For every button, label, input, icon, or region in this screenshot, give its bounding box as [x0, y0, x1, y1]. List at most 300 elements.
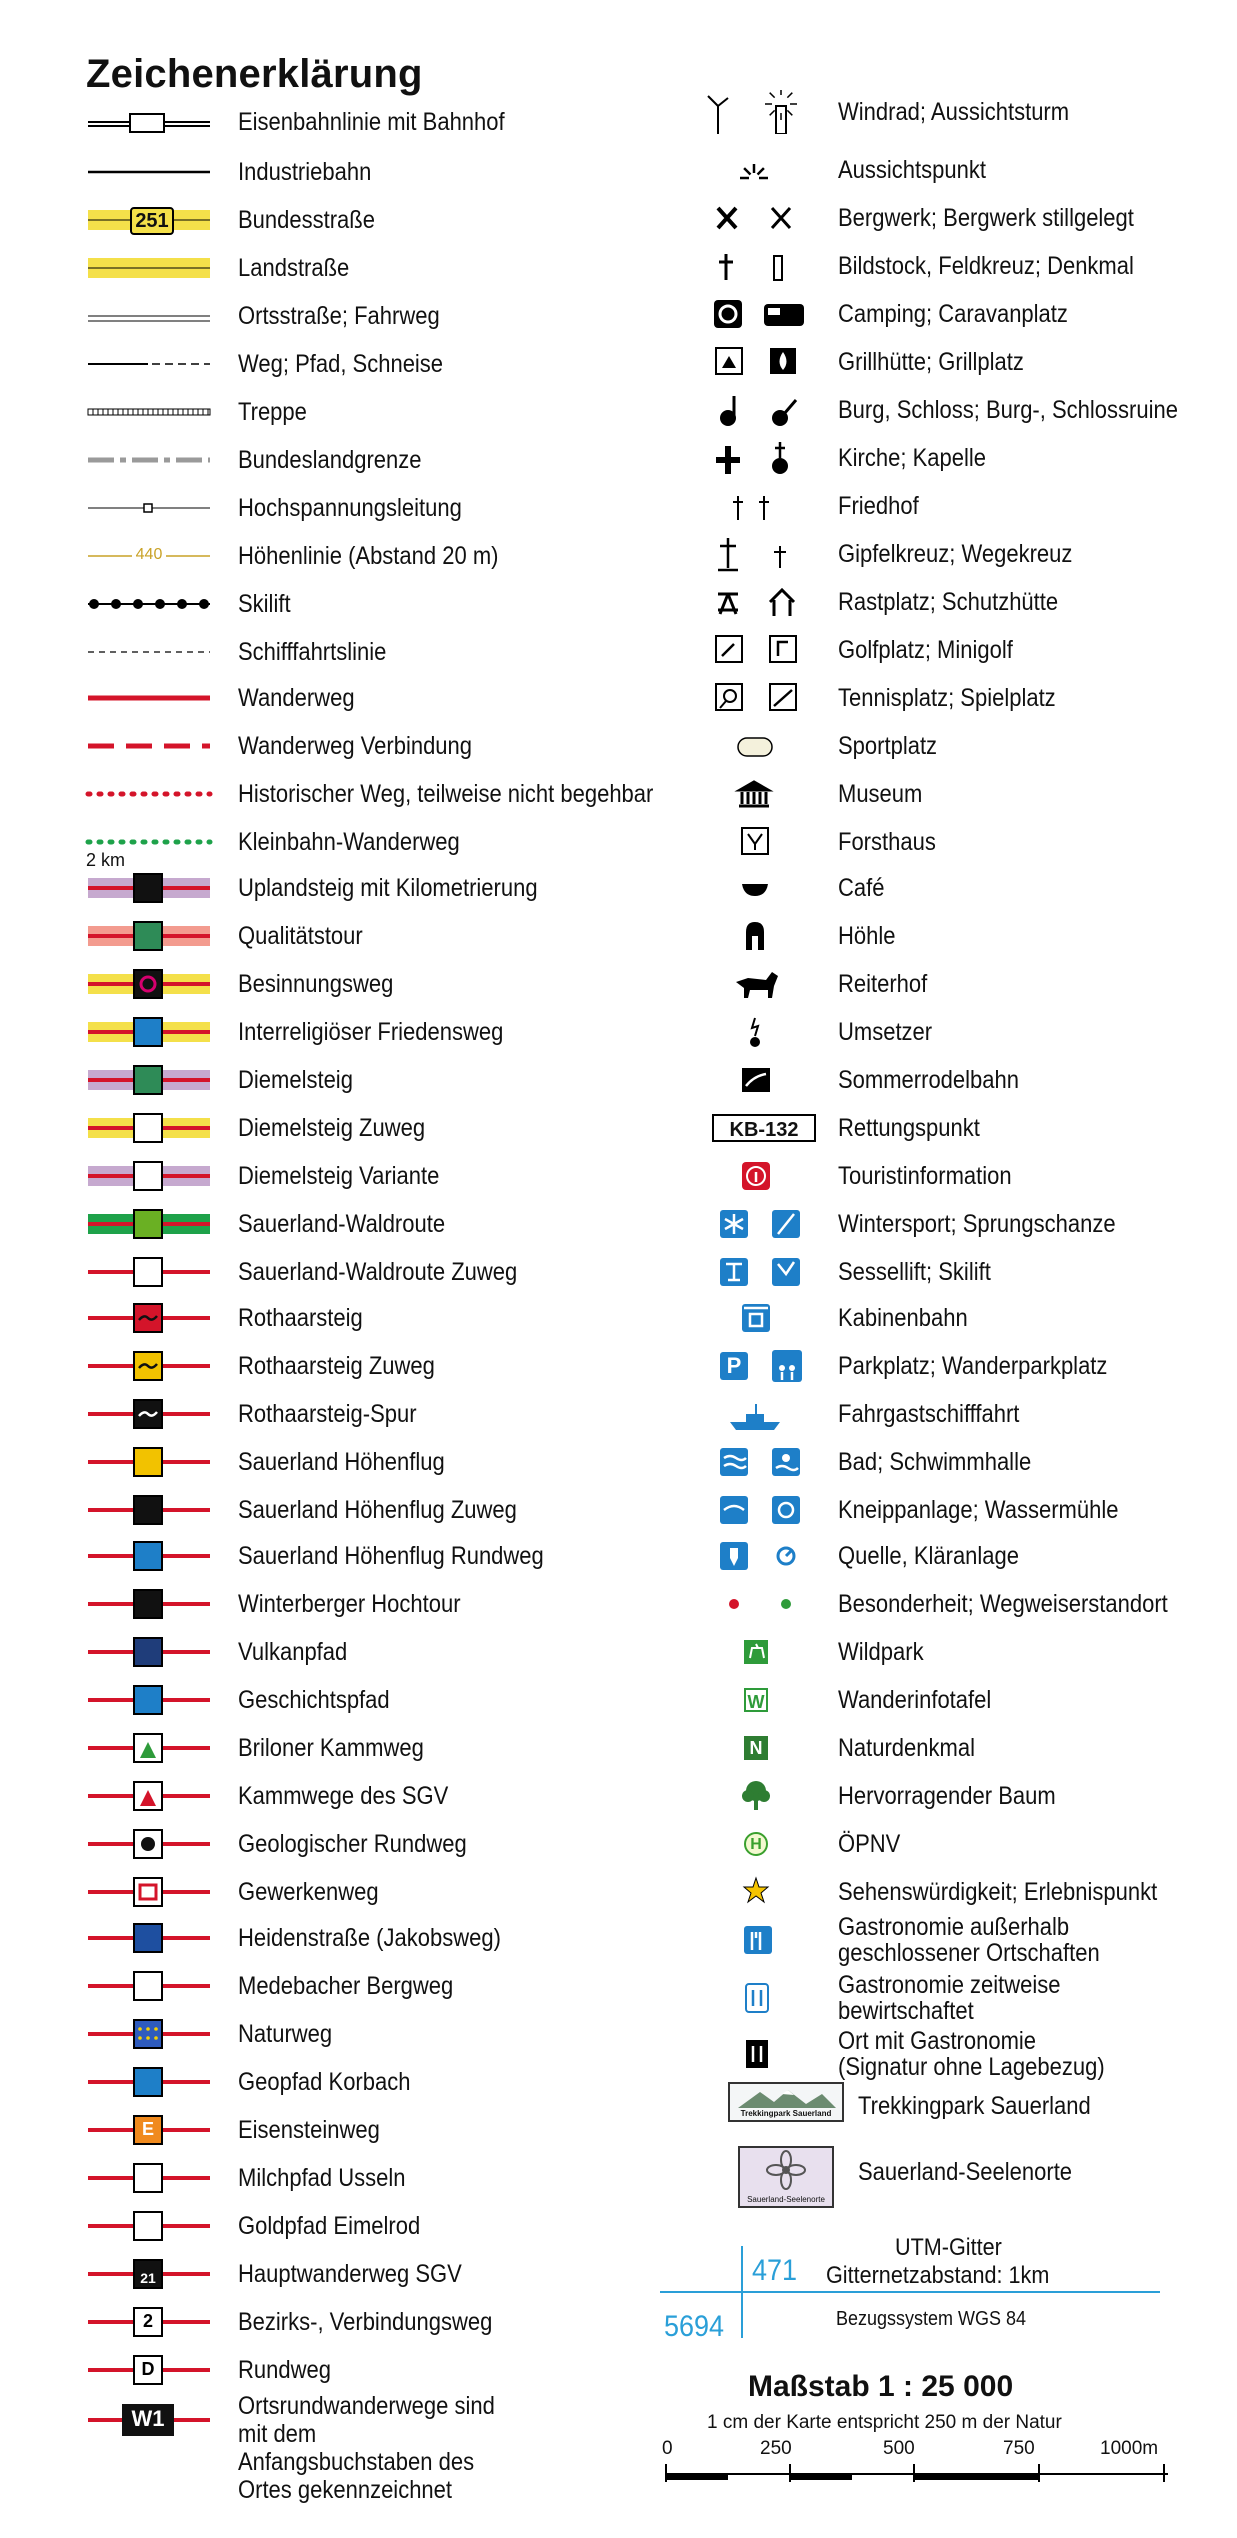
- legend-row-hoehenflug: [84, 1440, 473, 1484]
- legend-row-museum: [708, 772, 934, 816]
- legend-row-sports-field: [708, 724, 951, 768]
- utm-datum: Bezugssystem WGS 84: [836, 2308, 1027, 2330]
- rest-area-icon: [708, 580, 828, 624]
- legend-row-cemetery: [708, 484, 930, 528]
- legend-row-forest-lodge: [708, 820, 949, 864]
- special-feature-icon: [708, 1582, 828, 1626]
- scale-tick-750: 750: [1003, 2438, 1035, 2459]
- legend-row-swimming: [708, 1440, 1058, 1484]
- legend-row-hoehenflug-loop: [84, 1534, 585, 1578]
- legend-row-main-trail: [84, 2252, 492, 2296]
- legend-row-spring: [708, 1534, 1044, 1578]
- legend-label: Naturweg: [238, 2020, 333, 2048]
- wildlife-park-icon: [708, 1630, 828, 1674]
- legend-row-rothaarsteig-spur: [84, 1392, 441, 1436]
- legend-label: Sauerland Höhenflug Rundweg: [238, 1542, 544, 1570]
- legend-row-mine: [708, 196, 1174, 240]
- camping-icon: [708, 292, 828, 336]
- legend-label: Rothaarsteig: [238, 1304, 363, 1332]
- legend-row-toboggan: [708, 1058, 1044, 1102]
- sports-field-icon: [708, 724, 828, 768]
- legend-label: Briloner Kammweg: [238, 1734, 424, 1762]
- legend-row-rest-area: [708, 580, 1088, 624]
- seasonal-restaurant-icon: [708, 1976, 828, 2020]
- restaurant-icon: [708, 1918, 828, 1962]
- legend-label: Kneippanlage; Wassermühle: [838, 1495, 1119, 1524]
- viewpoint-icon: [708, 148, 828, 192]
- legend-row-ship: [708, 1392, 1044, 1436]
- legend-row-scallop-shell: [84, 1916, 537, 1960]
- legend-label: Hochspannungsleitung: [238, 494, 462, 522]
- legend-row-gewerkenweg: [84, 1870, 398, 1914]
- legend-row-uplandsteig: [84, 866, 578, 910]
- legend-row-geopfad: [84, 2060, 434, 2104]
- seelenorte-row: [858, 2150, 1101, 2194]
- spring-icon: [708, 1534, 828, 1578]
- legend-label: Wanderweg Verbindung: [238, 732, 473, 760]
- legend-label: Camping; Caravanplatz: [838, 299, 1068, 328]
- legend-row-contour-line: [84, 534, 534, 578]
- legend-label: Café: [838, 873, 885, 902]
- legend-row-church: [708, 436, 1006, 480]
- legend-row-local-loop: [84, 2392, 538, 2504]
- legend-label: Wanderinfotafel: [838, 1685, 992, 1714]
- nature-trail-icon: [84, 2012, 214, 2056]
- ship-icon: [708, 1392, 828, 1436]
- bus-stop-icon: [708, 1822, 828, 1866]
- gewerkenweg-icon: [84, 1870, 214, 1914]
- legend-label: Höhle: [838, 921, 896, 950]
- legend-label: Diemelsteig Zuweg: [238, 1114, 426, 1142]
- legend-row-path: [84, 342, 471, 386]
- legend-row-medebach-trail: [84, 1964, 483, 2008]
- legend-row-town-restaurant: [708, 2026, 1158, 2081]
- legend-label: Weg; Pfad, Schneise: [238, 350, 444, 378]
- legend-row-industrial-railway: [84, 150, 390, 194]
- legend-row-power-line: [84, 486, 492, 530]
- diemelsteig-feeder-icon: [84, 1106, 214, 1150]
- shipping-line-icon: [84, 630, 214, 674]
- legend-label: Sommerrodelbahn: [838, 1065, 1019, 1094]
- legend-row-rescue-point: [708, 1106, 999, 1150]
- quality-tour-icon: [84, 914, 214, 958]
- info-icon: [708, 1154, 828, 1198]
- main-trail-icon: [84, 2252, 214, 2296]
- legend-label: Kirche; Kapelle: [838, 443, 986, 472]
- legend-row-hiking-connection: [84, 724, 504, 768]
- chairlift-icon: [708, 1250, 828, 1294]
- local-loop-icon: [84, 2398, 214, 2442]
- legend-label: Eisenbahnlinie mit Bahnhof: [238, 108, 505, 136]
- legend-row-state-border: [84, 438, 447, 482]
- industrial-railway-icon: [84, 150, 214, 194]
- stairs-icon: [84, 390, 214, 434]
- legend-label: Burg, Schloss; Burg-, Schlossruine: [838, 395, 1178, 424]
- legend-row-hiking-trail: [84, 676, 370, 720]
- legend-row-water-mill: [708, 1488, 1157, 1532]
- seelenorte-logo: [738, 2146, 834, 2208]
- forest-route-feeder-icon: [84, 1250, 214, 1294]
- legend-label: Rothaarsteig-Spur: [238, 1400, 417, 1428]
- legend-label: Goldpfad Eimelrod: [238, 2212, 421, 2240]
- legend-label: Rastplatz; Schutzhütte: [838, 587, 1059, 616]
- legend-label: Hauptwanderweg SGV: [238, 2260, 462, 2288]
- federal-road-icon: [84, 198, 214, 242]
- cave-icon: [708, 914, 828, 958]
- trekking-row: [858, 2084, 1123, 2128]
- legend-label: Quelle, Kläranlage: [838, 1541, 1020, 1570]
- scallop-shell-icon: [84, 1916, 214, 1960]
- wind-turbine-icon: [700, 90, 820, 134]
- legend-label: Interreligiöser Friedensweg: [238, 1018, 504, 1046]
- legend-label: Friedhof: [838, 491, 919, 520]
- grill-hut-icon: [708, 340, 828, 384]
- legend-row-local-road: [84, 294, 467, 338]
- legend-label: Touristinformation: [838, 1161, 1012, 1190]
- legend-label: Reiterhof: [838, 969, 928, 998]
- legend-row-chairlift: [708, 1250, 1012, 1294]
- legend-label: Bergwerk; Bergwerk stillgelegt: [838, 203, 1134, 232]
- horse-icon: [708, 962, 828, 1006]
- cemetery-icon: [708, 484, 828, 528]
- legend-row-state-road: [84, 246, 364, 290]
- legend-row-bus-stop: [708, 1822, 909, 1866]
- summit-cross-icon: [708, 532, 828, 576]
- symbol-badge-text: W: [744, 1688, 768, 1712]
- diemelsteig-icon: [84, 1058, 214, 1102]
- legend-row-diemelsteig-variant: [84, 1154, 467, 1198]
- peace-trail-icon: [84, 1010, 214, 1054]
- scale-title: Maßstab 1 : 25 000: [748, 2370, 1014, 2403]
- power-line-icon: [84, 486, 214, 530]
- legend-label: Kabinenbahn: [838, 1303, 968, 1332]
- symbol-badge-text: E: [141, 2119, 154, 2139]
- legend-label: Höhenlinie (Abstand 20 m): [238, 542, 499, 570]
- tree-icon: [708, 1774, 828, 1818]
- museum-icon: [708, 772, 828, 816]
- loop-trail-icon: [84, 2348, 214, 2392]
- legend-row-meditation-trail: [84, 962, 415, 1006]
- ski-lift-line-icon: [84, 582, 214, 626]
- legend-label: Wildpark: [838, 1637, 924, 1666]
- legend-row-seasonal-restaurant: [708, 1970, 1158, 2025]
- legend-label: Diemelsteig Variante: [238, 1162, 440, 1190]
- legend-row-viewpoint: [708, 148, 1006, 192]
- castle-icon: [708, 388, 828, 432]
- legend-row-horse: [708, 962, 939, 1006]
- legend-label: ÖPNV: [838, 1829, 901, 1858]
- iron-ore-trail-icon: [84, 2108, 214, 2152]
- legend-title: Zeichenerklärung: [86, 52, 423, 96]
- meditation-trail-icon: [84, 962, 214, 1006]
- legend-label: Eisensteinweg: [238, 2116, 380, 2144]
- tennis-icon: [708, 676, 828, 720]
- local-road-icon: [84, 294, 214, 338]
- rothaarsteig-spur-icon: [84, 1392, 214, 1436]
- legend-label: Sportplatz: [838, 731, 938, 760]
- railway-station-icon: [84, 100, 214, 144]
- trekking-park-logo: [728, 2082, 844, 2122]
- symbol-badge-text: H: [744, 1832, 768, 1856]
- legend-label: Sessellift; Skilift: [838, 1257, 991, 1286]
- swimming-icon: [708, 1440, 828, 1484]
- legend-row-historic-path: [84, 772, 710, 816]
- symbol-badge-text: P: [720, 1352, 748, 1380]
- legend-row-special-feature: [708, 1582, 1213, 1626]
- seelenorte-logo-text: Sauerland-Seelenorte: [747, 2195, 825, 2204]
- legend-label: Gastronomie zeitweise bewirtschaftet: [838, 1970, 1061, 2025]
- geology-trail-icon: [84, 1822, 214, 1866]
- golf-icon: [708, 628, 828, 672]
- legend-row-info: [708, 1154, 1035, 1198]
- history-path-icon: [84, 1678, 214, 1722]
- state-road-icon: [84, 246, 214, 290]
- legend-row-winter-sport: [708, 1202, 1153, 1246]
- legend-label: Golfplatz; Minigolf: [838, 635, 1013, 664]
- scale-tick-250: 250: [760, 2438, 792, 2459]
- legend-row-stairs: [84, 390, 316, 434]
- rothaarsteig-icon: [84, 1296, 214, 1340]
- legend-label: Besonderheit; Wegweiserstandort: [838, 1589, 1168, 1618]
- legend-label: Medebacher Bergweg: [238, 1972, 454, 2000]
- contour-line-icon: [84, 534, 214, 578]
- legend-label: Wanderweg: [238, 684, 355, 712]
- toboggan-icon: [708, 1058, 828, 1102]
- legend-label: Sauerland-Waldroute Zuweg: [238, 1258, 518, 1286]
- legend-row-summit-cross: [708, 532, 1104, 576]
- legend-label: Fahrgastschifffahrt: [838, 1399, 1020, 1428]
- scale-bar: [660, 2460, 1180, 2490]
- legend-label: Kammwege des SGV: [238, 1782, 449, 1810]
- legend-label: Bildstock, Feldkreuz; Denkmal: [838, 251, 1134, 280]
- legend-label: Rettungspunkt: [838, 1113, 980, 1142]
- legend-row-ridge-trail: [84, 1726, 449, 1770]
- state-border-icon: [84, 438, 214, 482]
- legend-label: Hervorragender Baum: [838, 1781, 1056, 1810]
- legend-row-gold-trail: [84, 2204, 445, 2248]
- cafe-icon: [708, 866, 828, 910]
- legend-row-natural-monument: [708, 1726, 994, 1770]
- legend-row-wayside-shrine: [708, 244, 1174, 288]
- forest-lodge-icon: [708, 820, 828, 864]
- legend-row-camping: [708, 292, 1099, 336]
- legend-label: Sauerland Höhenflug: [238, 1448, 445, 1476]
- legend-row-diemelsteig: [84, 1058, 369, 1102]
- legend-label: Geopfad Korbach: [238, 2068, 411, 2096]
- winter-sport-icon: [708, 1202, 828, 1246]
- legend-label: Historischer Weg, teilweise nicht begehbar: [238, 780, 654, 808]
- town-restaurant-icon: [708, 2032, 828, 2076]
- parking-icon: [708, 1344, 828, 1388]
- legend-label: Schifffahrtslinie: [238, 638, 387, 666]
- legend-label: Parkplatz; Wanderparkplatz: [838, 1351, 1108, 1380]
- legend-row-district-trail: [84, 2300, 527, 2344]
- legend-row-forest-route-feeder: [84, 1250, 555, 1294]
- wayside-shrine-icon: [708, 244, 828, 288]
- seelenorte-label: Sauerland-Seelenorte: [858, 2157, 1073, 2186]
- utm-easting: 471: [752, 2254, 798, 2287]
- trekking-label: Trekkingpark Sauerland: [858, 2091, 1091, 2120]
- legend-row-golf: [708, 628, 1037, 672]
- natural-monument-icon: [708, 1726, 828, 1770]
- legend-row-federal-road: [84, 198, 394, 242]
- trekking-logo-text: Trekkingpark Sauerland: [740, 2109, 832, 2118]
- legend-label: Gipfelkreuz; Wegekreuz: [838, 539, 1073, 568]
- legend-row-volcano-path: [84, 1630, 362, 1674]
- sgv-ridge-icon: [84, 1774, 214, 1818]
- milk-trail-icon: [84, 2156, 214, 2200]
- legend-label: Forsthaus: [838, 827, 936, 856]
- legend-row-peace-trail: [84, 1010, 540, 1054]
- legend-row-restaurant: [708, 1912, 1158, 1967]
- legend-label: Naturdenkmal: [838, 1733, 975, 1762]
- gold-trail-icon: [84, 2204, 214, 2248]
- hiking-connection-icon: [84, 724, 214, 768]
- legend-label: Landstraße: [238, 254, 350, 282]
- symbol-badge-text: 21: [140, 2270, 156, 2286]
- legend-row-nature-trail: [84, 2012, 345, 2056]
- symbol-badge-text: 251: [130, 207, 174, 235]
- legend-label: Wintersport; Sprungschanze: [838, 1209, 1116, 1238]
- legend-label: Qualitätstour: [238, 922, 363, 950]
- utm-spacing: Gitternetzabstand: 1km: [826, 2262, 1050, 2289]
- hoehenflug-feeder-icon: [84, 1488, 214, 1532]
- symbol-badge-text: N: [744, 1736, 768, 1760]
- legend-label: Diemelsteig: [238, 1066, 353, 1094]
- legend-row-cave: [708, 914, 903, 958]
- water-mill-icon: [708, 1488, 828, 1532]
- hiking-trail-icon: [84, 676, 214, 720]
- hiker-parking-icon: [770, 1344, 810, 1388]
- legend-label: Winterberger Hochtour: [238, 1590, 461, 1618]
- legend-label: Umsetzer: [838, 1017, 933, 1046]
- legend-row-milk-trail: [84, 2156, 428, 2200]
- legend-label: Bundeslandgrenze: [238, 446, 422, 474]
- legend-label: Bundesstraße: [238, 206, 375, 234]
- uplandsteig-icon: [84, 866, 214, 910]
- legend-label: Aussichtspunkt: [838, 155, 986, 184]
- legend-label: Grillhütte; Grillplatz: [838, 347, 1024, 376]
- legend-row-narrow-gauge-trail: [84, 820, 490, 864]
- diemelsteig-variant-icon: [84, 1154, 214, 1198]
- legend-row-wildlife-park: [708, 1630, 935, 1674]
- scale-tick-1000: 1000m: [1100, 2438, 1159, 2459]
- star-icon: [708, 1870, 828, 1914]
- legend-row-rothaarsteig: [84, 1296, 380, 1340]
- legend-row-forest-route: [84, 1202, 473, 1246]
- district-trail-icon: [84, 2300, 214, 2344]
- legend-row-ski-lift-line: [84, 582, 298, 626]
- hochtour-icon: [84, 1582, 214, 1626]
- symbol-badge-text: W1: [131, 2406, 165, 2431]
- legend-label: Sauerland Höhenflug Zuweg: [238, 1496, 517, 1524]
- scale-tick-0: 0: [662, 2438, 673, 2459]
- legend-label: Rothaarsteig Zuweg: [238, 1352, 435, 1380]
- legend-label: Industriebahn: [238, 158, 372, 186]
- cable-car-icon: [708, 1296, 828, 1340]
- volcano-path-icon: [84, 1630, 214, 1674]
- legend-row-hoehenflug-feeder: [84, 1488, 555, 1532]
- utm-northing: 5694: [664, 2310, 725, 2343]
- legend-label: Ort mit Gastronomie (Signatur ohne Lagebezug): [838, 2026, 1105, 2081]
- legend-label: Gewerkenweg: [238, 1878, 379, 1906]
- legend-row-tree: [708, 1774, 1085, 1818]
- legend-label: Geschichtspfad: [238, 1686, 390, 1714]
- hoehenflug-loop-icon: [84, 1534, 214, 1578]
- legend-row-star: [708, 1870, 1201, 1914]
- utm-title: UTM-Gitter: [895, 2234, 1002, 2261]
- legend-label: Treppe: [238, 398, 307, 426]
- legend-row-info-board: [708, 1678, 1012, 1722]
- legend-row-sgv-ridge: [84, 1774, 477, 1818]
- symbol-badge-text: KB-132: [712, 1114, 816, 1142]
- transmitter-icon: [708, 1010, 828, 1054]
- scale-tick-500: 500: [883, 2438, 915, 2459]
- legend-label: Skilift: [238, 590, 291, 618]
- legend-label: Vulkanpfad: [238, 1638, 348, 1666]
- legend-label: Tennisplatz; Spielplatz: [838, 683, 1056, 712]
- legend-row-wind-turbine: [700, 90, 1101, 134]
- legend-label: Bezirks-, Verbindungsweg: [238, 2308, 493, 2336]
- legend-row-grill-hut: [708, 340, 1049, 384]
- rescue-point-icon: [708, 1106, 828, 1150]
- legend-row-history-path: [84, 1678, 410, 1722]
- legend-row-railway-station: [84, 100, 541, 144]
- path-icon: [84, 342, 214, 386]
- legend-row-loop-trail: [84, 2348, 344, 2392]
- mine-icon: [708, 196, 828, 240]
- medebach-trail-icon: [84, 1964, 214, 2008]
- hoehenflug-icon: [84, 1440, 214, 1484]
- legend-row-geology-trail: [84, 1822, 498, 1866]
- legend-row-cafe: [708, 866, 891, 910]
- legend-row-iron-ore-trail: [84, 2108, 399, 2152]
- info-board-icon: [708, 1678, 828, 1722]
- ridge-trail-icon: [84, 1726, 214, 1770]
- legend-label: Bad; Schwimmhalle: [838, 1447, 1032, 1476]
- scale-subtitle: 1 cm der Karte entspricht 250 m der Natur: [707, 2412, 1062, 2433]
- symbol-badge-text: D: [141, 2359, 155, 2379]
- legend-row-transmitter: [708, 1010, 945, 1054]
- legend-label: Besinnungsweg: [238, 970, 394, 998]
- legend-row-quality-tour: [84, 914, 380, 958]
- legend-label: Kleinbahn-Wanderweg: [238, 828, 460, 856]
- rothaarsteig-feeder-icon: [84, 1344, 214, 1388]
- symbol-badge-text: 440: [132, 546, 166, 564]
- legend-label: Ortsrundwanderwege sind mit dem Anfangsbuchstaben des Ortes gekennzeichnet: [238, 2392, 495, 2504]
- legend-label: Uplandsteig mit Kilometrierung: [238, 874, 538, 902]
- legend-label: Milchpfad Usseln: [238, 2164, 406, 2192]
- legend-label: Ortsstraße; Fahrweg: [238, 302, 440, 330]
- legend-row-rothaarsteig-feeder: [84, 1344, 462, 1388]
- legend-label: Heidenstraße (Jakobsweg): [238, 1924, 501, 1952]
- geopfad-icon: [84, 2060, 214, 2104]
- legend-label: Sauerland-Waldroute: [238, 1210, 446, 1238]
- legend-row-shipping-line: [84, 630, 407, 674]
- historic-path-icon: [84, 772, 214, 816]
- church-icon: [708, 436, 828, 480]
- legend-row-tennis: [708, 676, 1085, 720]
- symbol-badge-text: 2: [142, 2311, 153, 2331]
- legend-row-castle: [708, 388, 1224, 432]
- km-label: 2 km: [86, 850, 126, 870]
- legend-label: Windrad; Aussichtsturm: [838, 97, 1070, 126]
- forest-route-icon: [84, 1202, 214, 1246]
- legend-label: Gastronomie außerhalb geschlossener Ortschaften: [838, 1912, 1100, 1967]
- legend-row-hochtour: [84, 1582, 491, 1626]
- legend-row-diemelsteig-feeder: [84, 1106, 451, 1150]
- legend-label: Rundweg: [238, 2356, 331, 2384]
